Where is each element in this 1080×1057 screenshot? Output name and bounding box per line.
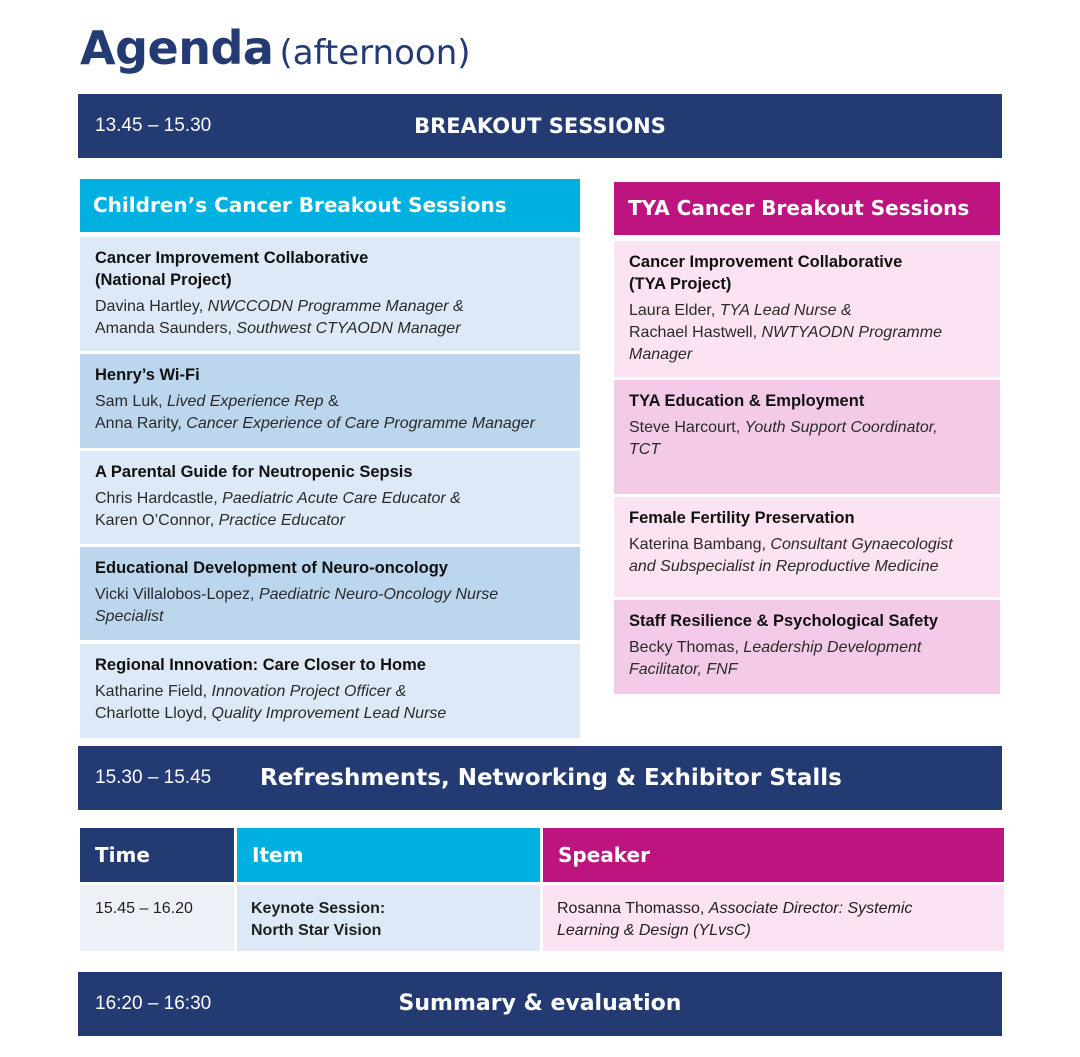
session-title: TYA Education & Employment bbox=[629, 392, 865, 410]
children-session-1 bbox=[80, 237, 580, 351]
session-speakers: Vicki Villalobos-Lopez, Paediatric Neuro-Oncology Nurse Specialist bbox=[95, 586, 499, 625]
breakout-time: 13.45 – 15.30 bbox=[95, 115, 212, 136]
session-speakers: Sam Luk, Lived Experience Rep & Anna Rarity, Cancer Experience of Care Programme Manager bbox=[95, 393, 535, 432]
tya-session-3 bbox=[614, 497, 1000, 597]
keynote-time: 15.45 – 16.20 bbox=[95, 900, 193, 917]
refreshments-time: 15.30 – 15.45 bbox=[95, 767, 212, 788]
refreshments-label: Refreshments, Networking & Exhibitor Stalls bbox=[260, 765, 842, 791]
summary-time: 16:20 – 16:30 bbox=[95, 993, 212, 1014]
summary-bar bbox=[78, 972, 1002, 1036]
session-title: Female Fertility Preservation bbox=[629, 509, 855, 527]
table-header-item: Item bbox=[237, 828, 540, 882]
tya-session-1 bbox=[614, 241, 1000, 377]
session-speakers: Becky Thomas, Leadership Development Facilitator, FNF bbox=[629, 639, 922, 678]
session-title: Cancer Improvement Collaborative (TYA Project) bbox=[629, 253, 903, 293]
session-speakers: Steve Harcourt, Youth Support Coordinator, TCT bbox=[629, 419, 938, 458]
table-header-speaker: Speaker bbox=[543, 828, 1004, 882]
table-cell-speaker bbox=[543, 885, 1004, 951]
page-title bbox=[80, 18, 471, 90]
keynote-item-line1: Keynote Session: bbox=[251, 900, 386, 917]
session-title: A Parental Guide for Neutropenic Sepsis bbox=[95, 463, 413, 481]
session-speakers: Chris Hardcastle, Paediatric Acute Care Educator & Karen O’Connor, Practice Educator bbox=[95, 490, 461, 529]
children-session-5 bbox=[80, 644, 580, 738]
breakout-bar bbox=[78, 94, 1002, 158]
keynote-speaker-role-2: Learning & Design (YLvsC) bbox=[557, 922, 751, 939]
tya-session-4 bbox=[614, 600, 1000, 694]
session-speakers: Katerina Bambang, Consultant Gynaecologist and Subspecialist in Reproductive Medicine bbox=[629, 536, 953, 575]
session-speakers: Davina Hartley, NWCCODN Programme Manager & Amanda Saunders, Southwest CTYAODN Manager bbox=[95, 298, 464, 337]
table-header-time: Time bbox=[80, 828, 234, 882]
refreshments-bar bbox=[78, 746, 1002, 810]
session-title: Regional Innovation: Care Closer to Home bbox=[95, 656, 426, 674]
children-session-2 bbox=[80, 354, 580, 448]
session-title: Educational Development of Neuro-oncology bbox=[95, 559, 448, 577]
title-main: Agenda bbox=[80, 21, 274, 75]
breakout-label: BREAKOUT SESSIONS bbox=[414, 114, 666, 138]
children-session-4 bbox=[80, 547, 580, 640]
session-title: Henry’s Wi-Fi bbox=[95, 366, 200, 384]
session-speakers: Laura Elder, TYA Lead Nurse & Rachael Hastwell, NWTYAODN Programme Manager bbox=[629, 302, 942, 363]
table-cell-time bbox=[80, 885, 234, 951]
children-heading: Children’s Cancer Breakout Sessions bbox=[80, 179, 580, 232]
tya-heading: TYA Cancer Breakout Sessions bbox=[614, 182, 1000, 235]
session-title: Cancer Improvement Collaborative (National Project) bbox=[95, 249, 369, 289]
session-speakers: Katharine Field, Innovation Project Officer & Charlotte Lloyd, Quality Improvement Lead Nurse bbox=[95, 683, 447, 722]
tya-session-2 bbox=[614, 380, 1000, 494]
keynote-speaker-name: Rosanna Thomasso, bbox=[557, 900, 709, 917]
keynote-item-line2: North Star Vision bbox=[251, 922, 382, 939]
children-session-3 bbox=[80, 451, 580, 544]
summary-label: Summary & evaluation bbox=[398, 991, 682, 1016]
session-title: Staff Resilience & Psychological Safety bbox=[629, 612, 939, 630]
table-cell-item bbox=[237, 885, 540, 951]
title-sub: (afternoon) bbox=[279, 33, 471, 73]
keynote-speaker-role: Associate Director: Systemic bbox=[708, 900, 913, 917]
